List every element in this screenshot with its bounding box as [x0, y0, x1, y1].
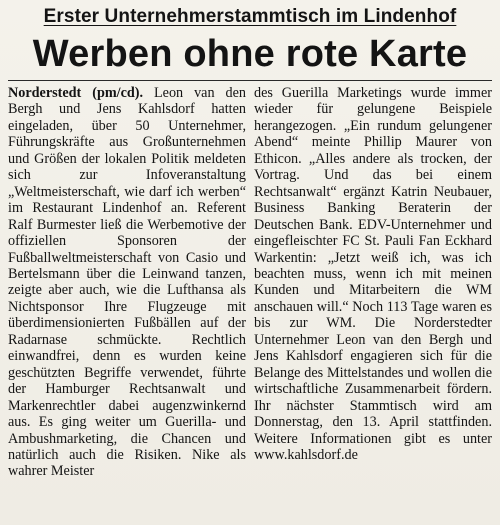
article-column-right	[254, 85, 492, 480]
column-left-text: Leon van den Bergh und Jens Kahlsdorf hatten eingeladen, über 50 Unternehmer, Führungskräfte aus Großunternehmen und Größen der lokalen Politik meldeten sich zur Infoveranstaltung „Weltmeisterschaft, wie darf ich werben“ im Restaurant Lindenhof an. Referent Ralf Burmester ließ die Werbemotive der offiziellen Sponsoren der Fußballweltmeisterschaft von Casio und Bertelsmann über die Leinwand tanzen, zeigte aber auch, wie die Lufthansa als Nichtsponsor Ihre Flugzeuge mit überdimensionierten Fußbällen auf der Radarnase schmückte. Rechtlich einwandfrei, denn es wurden keine geschützten Begriffe verwendet, führte der Hamburger Rechtsanwalt und Markenrechtler dabei augenzwinkernd aus. Es ging weiter um Guerilla- und Ambushmarketing, die Chancen und natürlich auch die Risiken. Nike als wahrer Meister	[8, 85, 246, 480]
headline-rule	[8, 80, 492, 81]
article-kicker: Erster Unternehmerstammtisch im Lindenhof	[43, 6, 457, 27]
article-headline: Werben ohne rote Karte	[32, 33, 468, 75]
article-body	[8, 85, 492, 480]
paragraph	[8, 85, 246, 480]
article-column-left	[8, 85, 246, 480]
paragraph: des Guerilla Marketings wurde immer wieder für gelungene Beispiele herangezogen. „Ein rundum gelungener Abend“ meinte Phillip Maurer von Ethicon. „Alles andere als trocken, der Vortrag. Und das bei einem Rechtsanwalt“ ergänzt Katrin Neubauer, Business Banking Beraterin der Deutschen Bank. EDV-Unternehmer und eingefleischter FC St. Pauli Fan Eckhard Warkentin: „Jetzt weiß ich, was ich beachten muss, wenn ich mit meinen Kunden und Mitarbeitern die WM anschauen will.“ Noch 113 Tage waren es bis zur WM. Die Norderstedter Unternehmer Leon van den Bergh und Jens Kahlsdorf engagieren sich für die Belange des Mittelstandes und wollen die wirtschaftliche Zusammenarbeit fördern. Ihr nächster Stammtisch wird am Donnerstag, den 13. April stattfinden. Weitere Informationen gibt es unter www.kahlsdorf.de	[254, 85, 492, 463]
article-dateline: Norderstedt (pm/cd).	[8, 85, 144, 101]
